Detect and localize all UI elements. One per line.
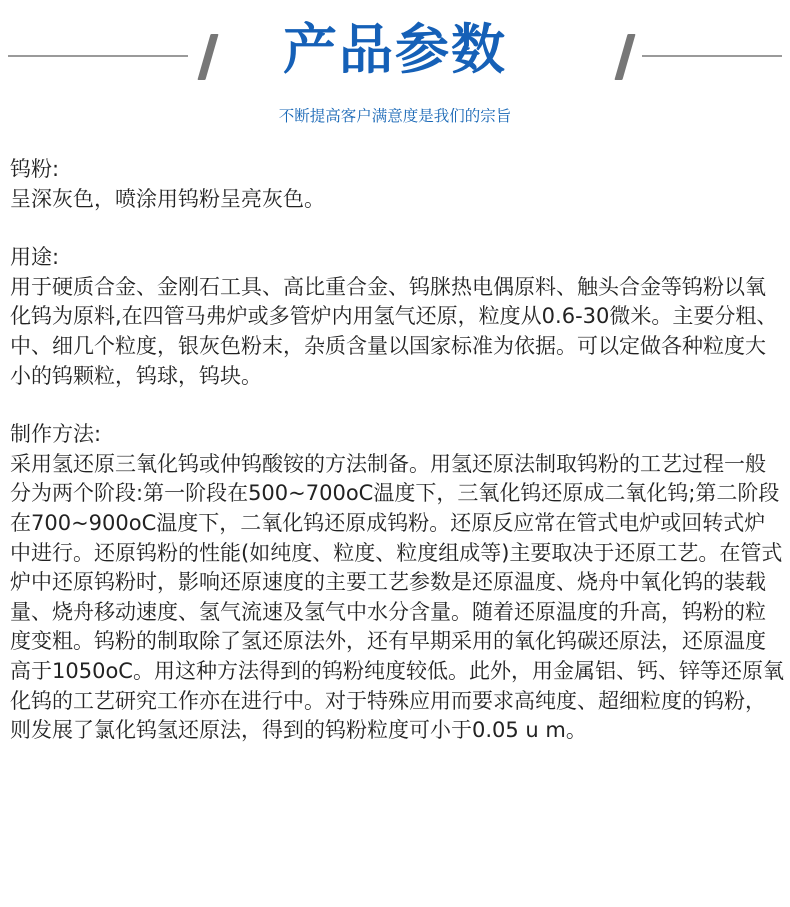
powder-description: 呈深灰色，喷涂用钨粉呈亮灰色。 [10,186,325,211]
method-description: 采用氢还原三氧化钨或仲钨酸铵的方法制备。用氢还原法制取钨粉的工艺过程一般分为两个阶段:第一阶段在500~700oC温度下，三氧化钨还原成二氧化钨;第二阶段在700~900oC温度下，二氧化钨还原成钨粉。还原反应常在管式电炉或回转式炉中进行。还原钨粉的性能(如纯度、粒度、粒度组成等)主要取决于还原工艺。在管式炉中还原钨粉时，影响还原速度的主要工艺参数是还原温度、烧舟中氧化钨的装载量、烧舟移动速度、氢气流速及氢气中水分含量。随着还原温度的升高，钨粉的粒度变粗。钨粉的制取除了氢还原法外，还有早期采用的氧化钨碳还原法，还原温度高于1050oC。用这种方法得到的钨粉纯度较低。此外，用金属铝、钙、锌等还原氧化钨的工艺研究工作亦在进行中。对于特殊应用而要求高纯度、超细粒度的钨粉，则发展了氯化钨氢还原法，得到的钨粉粒度可小于0.05 u m。 [10,451,784,743]
paragraph-spacer [10,214,785,243]
product-description [10,155,785,746]
section-header [0,0,790,140]
page-title: 产品参数 [283,18,507,81]
header-right-rule [642,55,782,57]
powder-heading: 钨粉: [10,157,60,181]
page-subtitle: 不断提高客户满意度是我们的宗旨 [278,107,512,125]
method-heading: 制作方法: [10,422,102,447]
paragraph-spacer [10,391,785,420]
usage-description: 用于硬质合金、金刚石工具、高比重合金、钨脒热电偶原料、触头合金等钨粉以氧化钨为原料,在四管马弗炉或多管炉内用氢气还原，粒度从0.6-30微米。主要分粗、中、细几个粒度，银灰色粉末，杂质含量以国家标准为依据。可以定做各种粒度大小的钨颗粒，钨球，钨块。 [10,274,778,388]
usage-heading: 用途: [10,245,60,270]
